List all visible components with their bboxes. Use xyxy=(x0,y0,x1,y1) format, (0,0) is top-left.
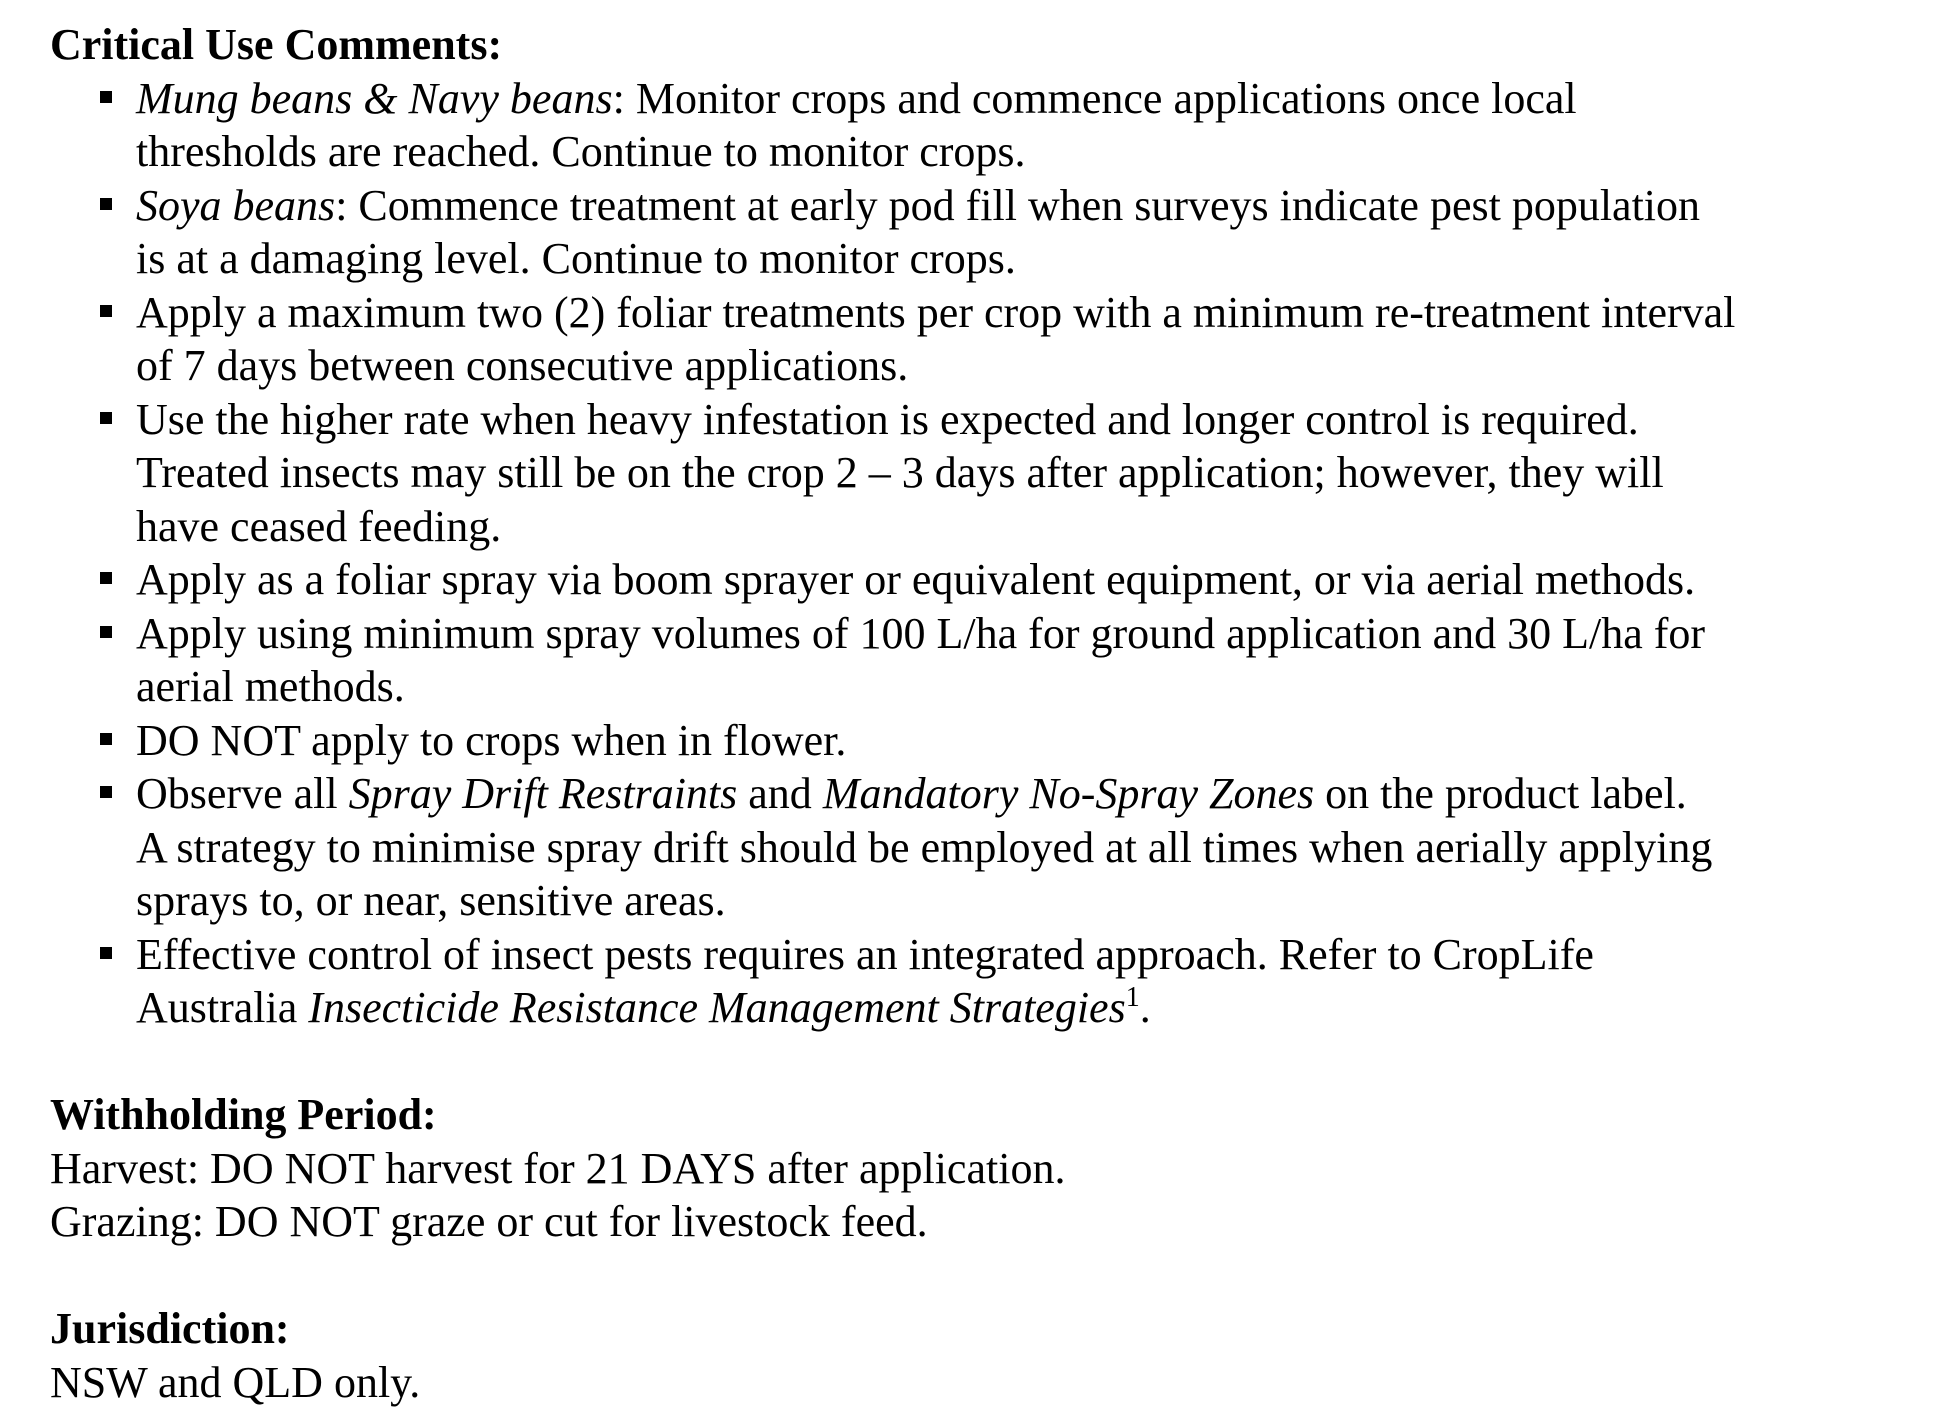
item-line: have ceased feeding. xyxy=(136,500,1896,554)
item-text: . xyxy=(1140,983,1151,1032)
list-item xyxy=(50,179,1896,286)
square-bullet-icon xyxy=(100,412,112,424)
item-line: A strategy to minimise spray drift should be employed at all times when aerially applying xyxy=(136,821,1896,875)
square-bullet-icon xyxy=(100,626,112,638)
list-item xyxy=(50,767,1896,928)
list-item xyxy=(50,393,1896,554)
jurisdiction-text: NSW and QLD only. xyxy=(50,1356,1910,1409)
critical-use-list xyxy=(50,72,1910,1035)
item-text: on the product label. xyxy=(1314,769,1687,818)
document-page xyxy=(50,18,1910,1409)
label-reference: Spray Drift Restraints xyxy=(349,769,738,818)
item-line: Apply as a foliar spray via boom sprayer or equivalent equipment, or via aerial methods. xyxy=(136,553,1896,607)
list-item xyxy=(50,286,1896,393)
item-line: is at a damaging level. Continue to monitor crops. xyxy=(136,232,1896,286)
item-line: Apply using minimum spray volumes of 100 L/ha for ground application and 30 L/ha for xyxy=(136,607,1896,661)
critical-use-heading: Critical Use Comments: xyxy=(50,18,1910,72)
item-text: Observe all xyxy=(136,769,349,818)
withholding-harvest: Harvest: DO NOT harvest for 21 DAYS after application. xyxy=(50,1142,1910,1196)
section-spacer xyxy=(50,1035,1910,1089)
withholding-grazing: Grazing: DO NOT graze or cut for livestock feed. xyxy=(50,1195,1910,1249)
square-bullet-icon xyxy=(100,733,112,745)
list-item xyxy=(50,553,1896,607)
item-line: sprays to, or near, sensitive areas. xyxy=(136,874,1896,928)
square-bullet-icon xyxy=(100,786,112,798)
section-spacer xyxy=(50,1249,1910,1303)
jurisdiction-heading: Jurisdiction: xyxy=(50,1302,1910,1356)
item-text: : Commence treatment at early pod fill when surveys indicate pest population xyxy=(335,181,1700,230)
item-line: Effective control of insect pests requires an integrated approach. Refer to CropLife xyxy=(136,928,1896,982)
item-line xyxy=(136,72,1896,126)
item-line xyxy=(136,767,1896,821)
footnote-marker: 1 xyxy=(1126,982,1140,1013)
crop-name: Soya beans xyxy=(136,181,335,230)
item-line xyxy=(136,179,1896,233)
square-bullet-icon xyxy=(100,572,112,584)
square-bullet-icon xyxy=(100,305,112,317)
label-reference: Mandatory No-Spray Zones xyxy=(823,769,1314,818)
item-line: Treated insects may still be on the crop 2 – 3 days after application; however, they will xyxy=(136,446,1896,500)
withholding-heading: Withholding Period: xyxy=(50,1088,1910,1142)
list-item xyxy=(50,714,1896,768)
list-item xyxy=(50,928,1896,1035)
item-text: and xyxy=(737,769,823,818)
item-line: thresholds are reached. Continue to monitor crops. xyxy=(136,125,1896,179)
item-text: Australia xyxy=(136,983,308,1032)
item-text: : Monitor crops and commence applications once local xyxy=(613,74,1577,123)
item-line: Use the higher rate when heavy infestation is expected and longer control is required. xyxy=(136,393,1896,447)
square-bullet-icon xyxy=(100,947,112,959)
item-line: of 7 days between consecutive applications. xyxy=(136,339,1896,393)
list-item xyxy=(50,72,1896,179)
item-line xyxy=(136,981,1896,1035)
list-item xyxy=(50,607,1896,714)
square-bullet-icon xyxy=(100,91,112,103)
crop-name: Mung beans & Navy beans xyxy=(136,74,613,123)
square-bullet-icon xyxy=(100,198,112,210)
item-line: aerial methods. xyxy=(136,660,1896,714)
strategy-reference: Insecticide Resistance Management Strategies xyxy=(308,983,1125,1032)
item-line: DO NOT apply to crops when in flower. xyxy=(136,714,1896,768)
item-line: Apply a maximum two (2) foliar treatments per crop with a minimum re-treatment interval xyxy=(136,286,1896,340)
